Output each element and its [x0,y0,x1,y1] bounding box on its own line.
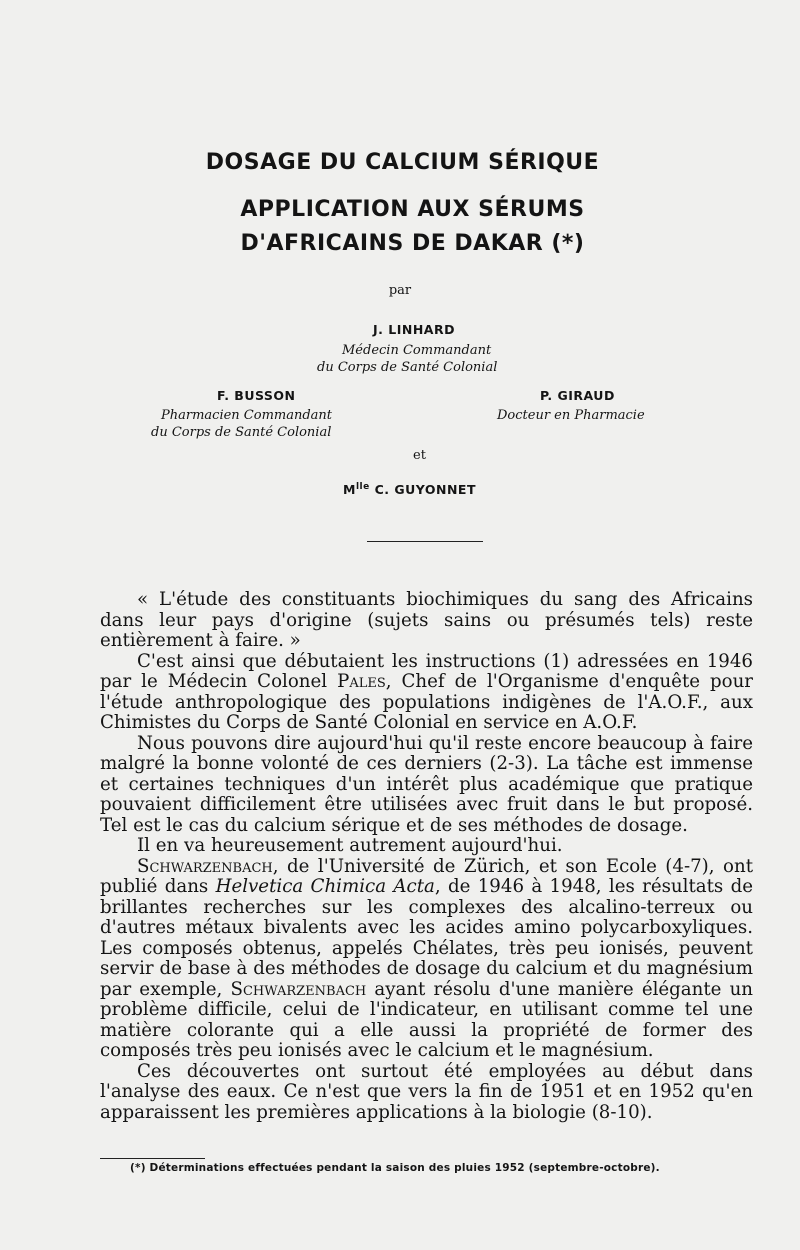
byline-par: par [388,283,412,298]
paragraph-6: Ces découvertes ont surtout été employées au début dans l'analyse des eaux. Ce n'est que vers la fin de 1951 et en 1952 qu'en apparaissent les premières applications à la biologie (8-10). [100,1060,753,1123]
paragraph-5-part-b: , de 1946 à 1948, les résultats de brillantes recherches sur les complexes des alcalino-terreux ou d'autres métaux bivalents avec les acides amino polycarboxyliques. Les composés obtenus, appelés Chélates, très peu ionisés, peuvent servir de base à des méthodes de dosage du calcium et du magnésium par exemple, [100,876,753,1000]
paragraph-3: Nous pouvons dire aujourd'hui qu'il reste encore beaucoup à faire malgré la bonne volonté de ces derniers (2-3). La tâche est immense et certaines techniques d'un intérêt plus académique que pratique pouvaient difficilement être utilisées avec fruit dans le but proposé. Tel est le cas du calcium sérique et de ses méthodes de dosage. [100,732,753,836]
footnote: (*) Déterminations effectuées pendant la saison des pluies 1952 (septembre-octobre). [130,1162,660,1174]
journal-name: Helvetica Chimica Acta [215,876,435,897]
author-1-role-1: Médecin Commandant [342,343,492,358]
paragraph-2-part-a: C'est ainsi que débutaient les instructions (1) adressées en 1946 par le Médecin Colonel [100,650,753,692]
article-title-line-1: DOSAGE DU CALCIUM SÉRIQUE [205,150,600,175]
author-2-role-1: Pharmacien Commandant [161,408,333,423]
author-1-name: J. LINHARD [373,322,455,337]
article-title-line-2: APPLICATION AUX SÉRUMS [240,197,585,222]
paragraph-5-part-c: ayant résolu d'une manière élégante un problème difficile, celui de l'indicateur, en utilisant comme tel une matière colorante qui a elle aussi la propriété de former des composés très peu ionisés avec le calcium et le magnésium. [100,978,753,1061]
author-3-name: P. GIRAUD [540,388,615,403]
paragraph-2 [100,652,753,734]
author-4-name [343,481,476,498]
paragraph-4: Il en va heureusement autrement aujourd'hui. [137,835,563,856]
author-3-role-1: Docteur en Pharmacie [497,408,645,423]
name-schwarzenbach-2: Schwarzenbach [230,978,367,1000]
byline-et: et [413,448,426,463]
paragraph-1: « L'étude des constituants biochimiques du sang des Africains dans leur pays d'origine (sujets sains ou présumés tels) reste entièrement à faire. » [100,589,753,651]
author-2-name: F. BUSSON [217,388,296,403]
article-body [100,590,753,1123]
paragraph-2-part-b: , Chef de l'Organisme d'enquête pour l'étude anthropologique des populations indigènes de l'A.O.F., aux Chimistes du Corps de Santé Colonial en service en A.O.F. [100,671,753,733]
author-4-prefix-sup: lle [355,481,370,492]
author-1-role-2: du Corps de Santé Colonial [317,360,498,375]
paragraph-5-part-a: , de l'Université de Zürich, et son Ecole (4-7), ont publié dans [100,855,753,897]
name-schwarzenbach: Schwarzenbach [137,855,273,877]
article-title-line-3: D'AFRICAINS DE DAKAR (*) [240,231,585,256]
name-pales: Pales [337,671,386,692]
author-2-role-2: du Corps de Santé Colonial [151,425,332,440]
header-separator-rule [367,541,483,542]
author-4-name-text: C. GUYONNET [374,482,476,497]
author-4-prefix: M [343,482,356,497]
paragraph-5 [100,857,753,1062]
footnote-rule [100,1158,205,1159]
